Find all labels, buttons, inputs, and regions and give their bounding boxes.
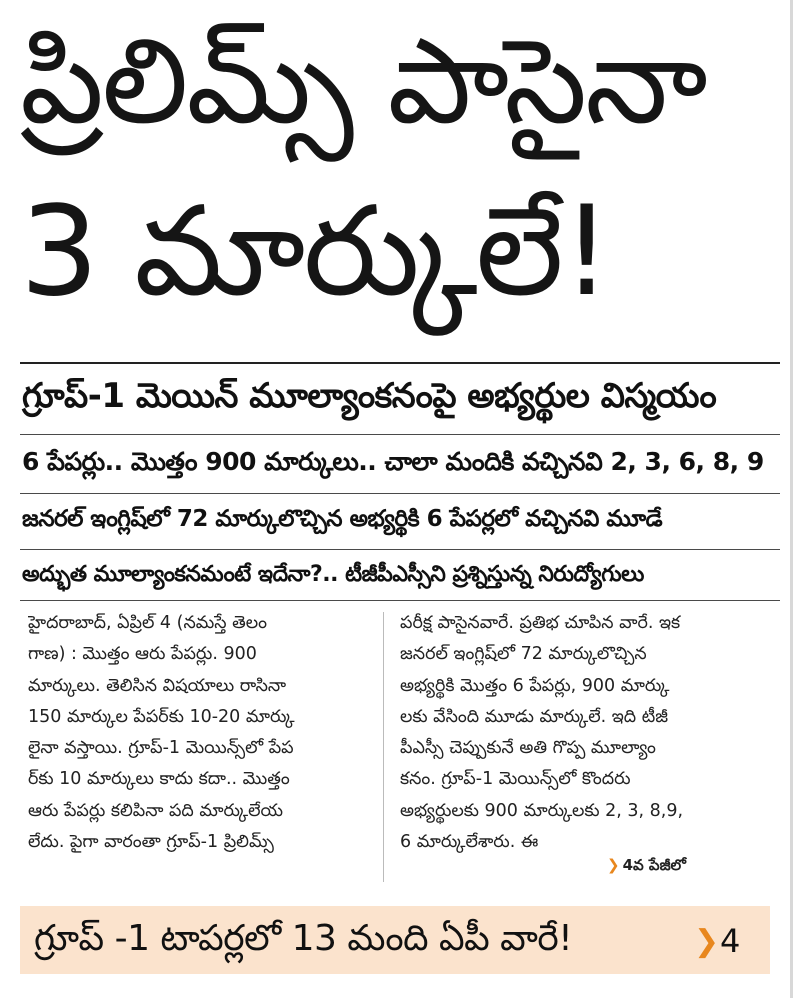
banner-page-number: 4 xyxy=(720,922,741,960)
body-line: ఆరు పేపర్లు కలిపినా పది మార్కులేయ xyxy=(28,800,284,821)
body-column-right xyxy=(400,608,750,858)
headline-line-1: ప్రిలిమ్స్ పాసైనా xyxy=(20,12,706,150)
body-line: 6 మార్కులేశారు. ఈ xyxy=(400,832,539,853)
body-line: లైనా వస్తాయి. గ్రూప్-1 మెయిన్స్‌లో పేప xyxy=(28,738,294,759)
body-line: మార్కులు. తెలిసిన విషయాలు రాసినా xyxy=(28,675,287,696)
continued-on-page-label: 4వ పేజీలో xyxy=(622,856,686,874)
subheadline-3: జనరల్ ఇంగ్లిష్‌లో 72 మార్కులొచ్చిన అభ్యర్థికి 6 పేపర్లలో వచ్చినవి మూడే xyxy=(22,506,663,532)
banner-headline: గ్రూప్ -1 టాపర్లలో 13 మంది ఏపీ వారే! xyxy=(34,918,573,959)
body-line: అభ్యర్థులకు 900 మార్కులకు 2, 3, 8,9, xyxy=(400,800,684,821)
divider-rule xyxy=(20,549,780,550)
divider-rule xyxy=(20,362,780,364)
related-story-banner[interactable] xyxy=(20,906,770,974)
body-line: జనరల్ ఇంగ్లిష్‌లో 72 మార్కులొచ్చిన xyxy=(400,644,647,665)
body-line: గాణ) : మొత్తం ఆరు పేపర్లు. 900 xyxy=(28,644,257,665)
continued-on-page-link[interactable] xyxy=(607,856,686,878)
chevron-right-icon: ❯ xyxy=(694,924,720,959)
body-line: లేదు. పైగా వారంతా గ్రూప్-1 ప్రిలిమ్స్ xyxy=(28,832,274,853)
body-line: 150 మార్కుల పేపర్‌కు 10-20 మార్కు xyxy=(28,706,295,727)
body-line: పరీక్ష పాసైనవారే. ప్రతిభ చూపిన వారే. ఇక xyxy=(400,613,681,633)
subheadline-1: గ్రూప్-1 మెయిన్ మూల్యాంకనంపై అభ్యర్థుల విస్మయం xyxy=(22,376,717,416)
chevron-right-icon: ❯ xyxy=(607,856,620,874)
body-line: ర్‌కు 10 మార్కులు కాదు కదా.. మొత్తం xyxy=(28,769,290,790)
divider-rule xyxy=(20,493,780,494)
headline-line-2: 3 మార్కులే! xyxy=(20,180,610,324)
divider-rule xyxy=(20,600,780,601)
body-line: అభ్యర్థికి మొత్తం 6 పేపర్లు, 900 మార్కు xyxy=(400,675,670,696)
column-divider xyxy=(383,612,384,882)
divider-rule xyxy=(20,434,780,435)
subheadline-4: అద్భుత మూల్యాంకనమంటే ఇదేనా?.. టీజీపీఎస్సీని ప్రశ్నిస్తున్న నిరుద్యోగులు xyxy=(22,562,644,587)
subheadline-2: 6 పేపర్లు.. మొత్తం 900 మార్కులు.. చాలా మందికి వచ్చినవి 2, 3, 6, 8, 9 xyxy=(22,447,764,476)
body-line: కనం. గ్రూప్-1 మెయిన్స్‌లో కొందరు xyxy=(400,769,631,790)
body-line: లకు వేసింది మూడు మార్కులే. ఇది టీజీ xyxy=(400,706,669,727)
body-line: హైదరాబాద్, ఏప్రిల్ 4 (నమస్తే తెలం xyxy=(28,613,267,633)
page-edge-rule xyxy=(790,0,793,998)
body-column-left xyxy=(28,608,378,858)
body-line: పీఎస్సీ చెప్పుకునే అతి గొప్ప మూల్యాం xyxy=(400,738,656,759)
